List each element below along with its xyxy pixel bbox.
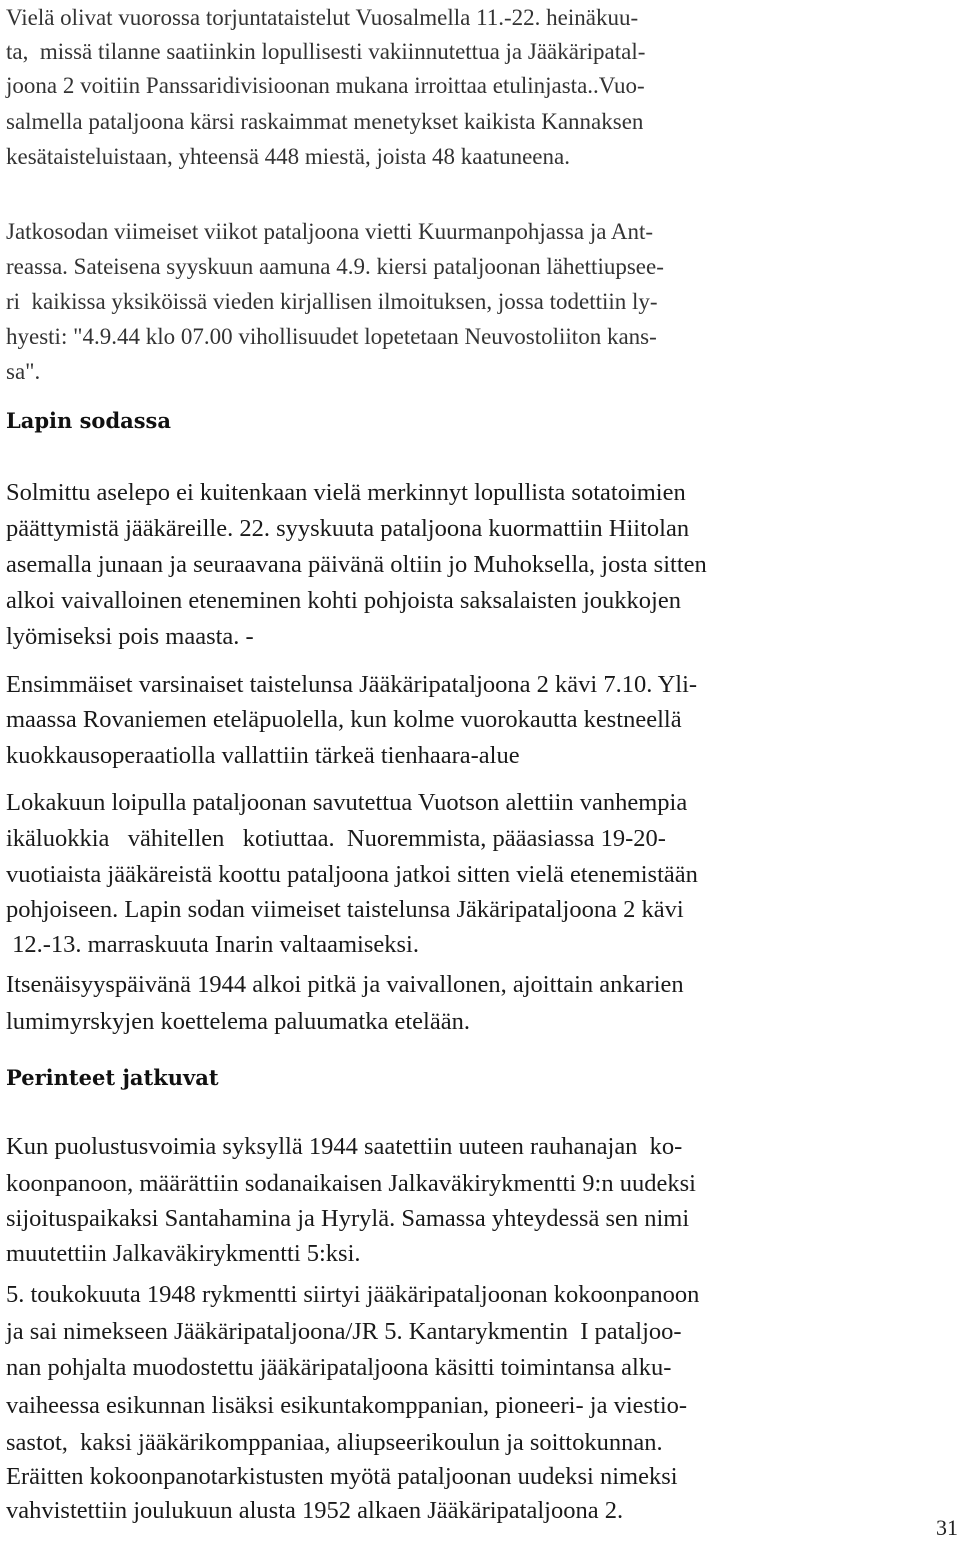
text-line: reassa. Sateisena syyskuun aamuna 4.9. kiersi pataljoonan lähettiupsee- <box>6 254 664 279</box>
text-line: Solmittu aselepo ei kuitenkaan vielä merkinnyt lopullista sotatoimien <box>6 479 686 506</box>
text-line: Kun puolustusvoimia syksyllä 1944 saatettiin uuteen rauhanajan ko- <box>6 1133 683 1160</box>
text-line: päättymistä jääkäreille. 22. syyskuuta pataljoona kuormattiin Hiitolan <box>6 515 690 542</box>
text-line: lumimyrskyjen koettelema paluumatka etelään. <box>6 1008 470 1035</box>
text-line: lyömiseksi pois maasta. - <box>6 623 254 650</box>
text-line: ta, missä tilanne saatiinkin lopullisesti vakiinnutettua ja Jääkäripatal- <box>6 39 646 64</box>
text-line: 12.-13. marraskuuta Inarin valtaamiseksi. <box>6 931 419 958</box>
text-line: vahvistettiin joulukuun alusta 1952 alkaen Jääkäripataljoona 2. <box>6 1497 624 1524</box>
text-line: vaiheessa esikunnan lisäksi esikuntakomppanian, pioneeri- ja viestio- <box>6 1392 688 1419</box>
text-line: asemalla junaan ja seuraavana päivänä oltiin jo Muhoksella, josta sitten <box>6 551 707 578</box>
text-line: ri kaikissa yksiköissä vieden kirjallisen ilmoituksen, jossa todettiin ly- <box>6 289 658 314</box>
text-line: alkoi vaivalloinen eteneminen kohti pohjoista saksalaisten joukkojen <box>6 587 681 614</box>
page-number: 31 <box>936 1515 958 1540</box>
text-line: koonpanoon, määrättiin sodanaikaisen Jalkaväkirykmentti 9:n uudeksi <box>6 1170 696 1197</box>
text-line: nan pohjalta muodostettu jääkäripataljoona käsitti toimintansa alku- <box>6 1354 672 1381</box>
text-line: ikäluokkia vähitellen kotiuttaa. Nuoremmista, pääasiassa 19-20- <box>6 825 666 852</box>
text-line: kesätaisteluistaan, yhteensä 448 miestä, joista 48 kaatuneena. <box>6 144 570 169</box>
text-line: ja sai nimekseen Jääkäripataljoona/JR 5. Kantarykmentin I pataljoo- <box>6 1318 682 1345</box>
text-line: Lokakuun loipulla pataljoonan savutettua Vuotson alettiin vanhempia <box>6 789 688 816</box>
text-line: Jatkosodan viimeiset viikot pataljoona vietti Kuurmanpohjassa ja Ant- <box>6 219 654 244</box>
text-line: muutettiin Jalkaväkirykmentti 5:ksi. <box>6 1240 361 1267</box>
text-line: pohjoiseen. Lapin sodan viimeiset taistelunsa Jäkäripataljoona 2 kävi <box>6 896 684 923</box>
text-line: sijoituspaikaksi Santahamina ja Hyrylä. Samassa yhteydessä sen nimi <box>6 1205 690 1232</box>
text-line: hyesti: "4.9.44 klo 07.00 vihollisuudet lopetetaan Neuvostoliiton kans- <box>6 324 657 349</box>
text-line: vuotiaista jääkäreistä koottu pataljoona jatkoi sitten vielä etenemistään <box>6 861 698 888</box>
text-line: sastot, kaksi jääkärikomppaniaa, aliupseerikoulun ja soittokunnan. <box>6 1429 663 1456</box>
text-line: salmella pataljoona kärsi raskaimmat menetykset kaikista Kannaksen <box>6 109 644 134</box>
text-line: 5. toukokuuta 1948 rykmentti siirtyi jääkäripataljoonan kokoonpanoon <box>6 1281 700 1308</box>
section-heading-perinteet-jatkuvat: Perinteet jatkuvat <box>6 1065 219 1090</box>
text-line: Ensimmäiset varsinaiset taistelunsa Jääkäripataljoona 2 kävi 7.10. Yli- <box>6 671 698 698</box>
text-line: maassa Rovaniemen eteläpuolella, kun kolme vuorokautta kestneellä <box>6 706 682 733</box>
text-line: Itsenäisyyspäivänä 1944 alkoi pitkä ja vaivallonen, ajoittain ankarien <box>6 971 684 998</box>
section-heading-lapin-sodassa: Lapin sodassa <box>6 408 171 433</box>
text-line: joona 2 voitiin Panssaridivisioonan mukana irroittaa etulinjasta..Vuo- <box>6 73 645 98</box>
text-line: Eräitten kokoonpanotarkistusten myötä pataljoonan uudeksi nimeksi <box>6 1463 678 1490</box>
text-line: Vielä olivat vuorossa torjuntataistelut Vuosalmella 11.-22. heinäkuu- <box>6 5 639 30</box>
text-line: sa". <box>6 359 41 384</box>
text-line: kuokkausoperaatiolla vallattiin tärkeä tienhaara-alue <box>6 742 520 769</box>
